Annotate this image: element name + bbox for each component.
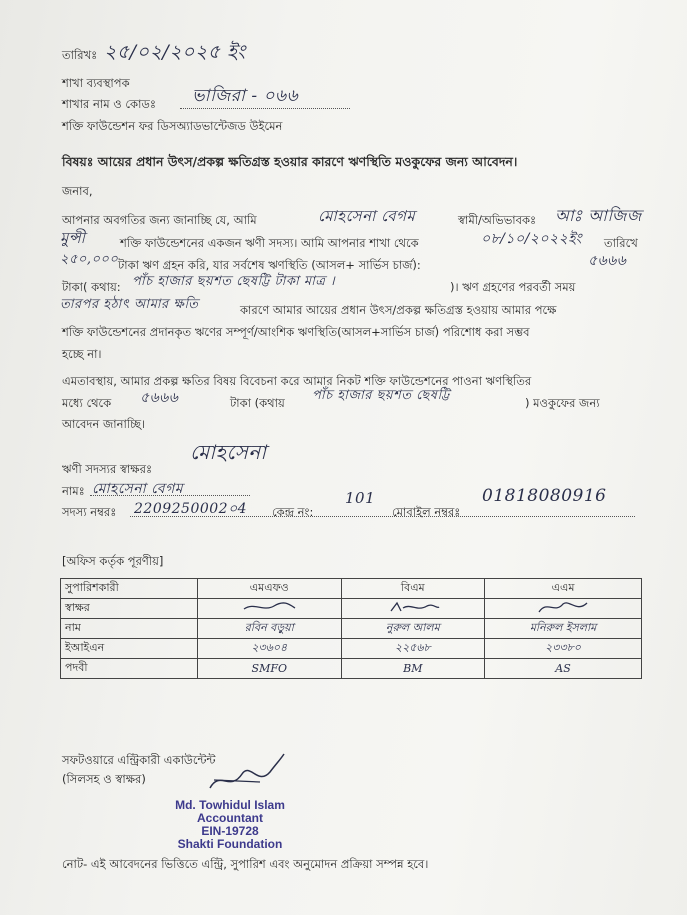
body-p1-d: তারিখে bbox=[604, 236, 638, 250]
branch-value: ভাজিরা - ০৬৬ bbox=[192, 86, 299, 106]
office-heading: [অফিস কর্তৃক পূরণীয়] bbox=[62, 554, 164, 568]
waiver-amount: ৫৬৬৬ bbox=[140, 390, 179, 406]
accountant-signature bbox=[200, 750, 290, 800]
signature-label: ঋণী সদস্যর স্বাক্ষরঃ bbox=[62, 462, 153, 476]
row-label-name: নাম bbox=[61, 619, 198, 639]
org-line: শক্তি ফাউন্ডেশন ফর ডিসঅ্যাডভান্টেজড উইমেন bbox=[62, 119, 283, 133]
signature-cell bbox=[341, 599, 485, 619]
guardian-name-2: মুন্সী bbox=[60, 229, 86, 247]
signature-cell bbox=[485, 599, 642, 619]
subject-line: বিষয়ঃ আয়ের প্রধান উৎস/প্রকল্প ক্ষতিগ্রস্ত হওয়ার কারণে ঋণস্থিতি মওকুফের জন্য আবেদন। bbox=[62, 154, 518, 169]
body-p2-c: টাকা (কথায় bbox=[230, 396, 285, 410]
body-p1-g: )। ঋণ গ্রহণের পরবর্তী সময় bbox=[450, 280, 576, 294]
table-header-cell: এমএফও bbox=[198, 579, 342, 599]
bm-designation: BM bbox=[341, 659, 485, 679]
accountant-stamp bbox=[172, 799, 288, 851]
table-header-row bbox=[61, 579, 642, 599]
body-p2-a: এমতাবস্থায়, আমার প্রকল্প ক্ষতির বিষয় বিবেচনা করে আমার নিকট শক্তি ফাউন্ডেশনের পাওনা ঋণস্থিতির bbox=[62, 374, 532, 388]
footer-note: নোট- এই আবেদনের ভিত্তিতে এন্ট্রি, সুপারিশ এবং অনুমোদন প্রক্রিয়া সম্পন্ন হবে। bbox=[62, 857, 429, 871]
bm-ein: ২২৫৬৮ bbox=[341, 639, 485, 659]
table-header-cell: সুপারিশকারী bbox=[61, 579, 198, 599]
mobile-value: 01818080916 bbox=[482, 486, 607, 506]
body-p1-f: টাকা( কথায়: bbox=[62, 280, 121, 294]
body-p1-j: হচ্ছে না। bbox=[62, 347, 102, 361]
body-p2-b: মধ্যে থেকে bbox=[62, 396, 112, 410]
body-p1-e: টাকা ঋণ গ্রহন করি, যার সর্বশেষ ঋণস্থিতি (আসল+ সার্ভিস চার্জ): bbox=[118, 258, 421, 272]
stamp-title: Accountant bbox=[197, 811, 263, 825]
mfo-signature-mark bbox=[239, 600, 299, 614]
table-row bbox=[61, 639, 642, 659]
loan-date: ০৮/১০/২০২২ইং bbox=[481, 231, 583, 247]
date-value: ২৫/০২/২০২৫ ইং bbox=[104, 41, 246, 63]
table-row bbox=[61, 659, 642, 679]
row-label-signature: স্বাক্ষর bbox=[61, 599, 198, 619]
body-p1-b: স্বামী/অভিভাবকঃ bbox=[458, 213, 537, 227]
bm-name: নুরুল আলম bbox=[341, 619, 485, 639]
applicant-name: মোহসেনা বেগম bbox=[92, 481, 184, 497]
am-signature-mark bbox=[533, 600, 593, 614]
table-header-cell: বিএম bbox=[341, 579, 485, 599]
guardian-name-1: আঃ আজিজ bbox=[555, 206, 642, 225]
am-designation: AS bbox=[485, 659, 642, 679]
seal-label: (সিলসহ ও স্বাক্ষর) bbox=[62, 772, 146, 786]
body-p2-e: আবেদন জানাচ্ছি। bbox=[62, 417, 146, 431]
body-p1-h: কারণে আমার আয়ের প্রধান উৎস/প্রকল্প ক্ষতিগ্রস্ত হওয়ায় আমার পক্ষে bbox=[240, 303, 557, 317]
loan-balance: ৫৬৬৬ bbox=[588, 253, 627, 269]
applicant-name-handwritten: মোহসেনা বেগম bbox=[318, 207, 416, 225]
member-no-value: 2209250002০4 bbox=[134, 501, 248, 517]
am-name: মনিরুল ইসলাম bbox=[485, 619, 642, 639]
manager-label: শাখা ব্যবস্থাপক bbox=[62, 76, 130, 90]
bm-signature-mark bbox=[383, 600, 443, 614]
applicant-signature: মোহসেনা bbox=[190, 440, 267, 464]
table-row bbox=[61, 619, 642, 639]
row-label-ein: ইআইএন bbox=[61, 639, 198, 659]
date-label: তারিখঃ bbox=[62, 48, 98, 62]
branch-label: শাখার নাম ও কোডঃ bbox=[62, 97, 157, 111]
stamp-name: Md. Towhidul Islam bbox=[175, 798, 285, 812]
center-label: কেন্দ্র নং: bbox=[272, 505, 314, 519]
body-p2-d: ) মওকুফের জন্য bbox=[525, 396, 600, 410]
software-entry-label: সফটওয়ারে এন্ট্রিকারী একাউন্টেন্ট bbox=[62, 753, 216, 767]
loan-amount: ২৫০,০০০ bbox=[60, 252, 119, 267]
body-p1-a: আপনার অবগতির জন্য জানাচ্ছি যে, আমি bbox=[62, 213, 257, 227]
am-ein: ২৩৩৮০ bbox=[485, 639, 642, 659]
signature-cell bbox=[198, 599, 342, 619]
body-p1-i: শক্তি ফাউন্ডেশনের প্রদানকৃত ঋণের সম্পূর্ণ/আংশিক ঋণস্থিতি(আসল+সার্ভিস চার্জ) পরিশোধ করা সম্ভব bbox=[62, 325, 530, 339]
center-value: 101 bbox=[345, 489, 376, 507]
office-table bbox=[60, 578, 642, 679]
body-p1-c: শক্তি ফাউন্ডেশনের একজন ঋণী সদস্য। আমি আপনার শাখা থেকে bbox=[120, 236, 419, 250]
balance-in-words: পাঁচ হাজার ছয়শত ছেষট্টি টাকা মাত্র । bbox=[132, 274, 336, 289]
name-label: নামঃ bbox=[62, 484, 85, 498]
table-row bbox=[61, 599, 642, 619]
table-header-cell: এএম bbox=[485, 579, 642, 599]
mfo-designation: SMFO bbox=[198, 659, 342, 679]
mfo-name: রবিন বড়ুয়া bbox=[198, 619, 342, 639]
member-no-label: সদস্য নম্বরঃ bbox=[62, 505, 117, 519]
salutation: জনাব, bbox=[62, 184, 93, 198]
stamp-ein: EIN-19728 bbox=[201, 824, 259, 838]
loss-reason: তারপর হঠাৎ আমার ক্ষতি bbox=[60, 297, 199, 312]
row-label-designation: পদবী bbox=[61, 659, 198, 679]
mfo-ein: ২৩৬০৪ bbox=[198, 639, 342, 659]
waiver-in-words: পাঁচ হাজার ছয়শত ছেষট্টি bbox=[312, 388, 450, 403]
mobile-label: মোবাইল নম্বরঃ bbox=[392, 505, 461, 519]
stamp-org: Shakti Foundation bbox=[177, 837, 283, 851]
member-dotline bbox=[130, 516, 635, 517]
